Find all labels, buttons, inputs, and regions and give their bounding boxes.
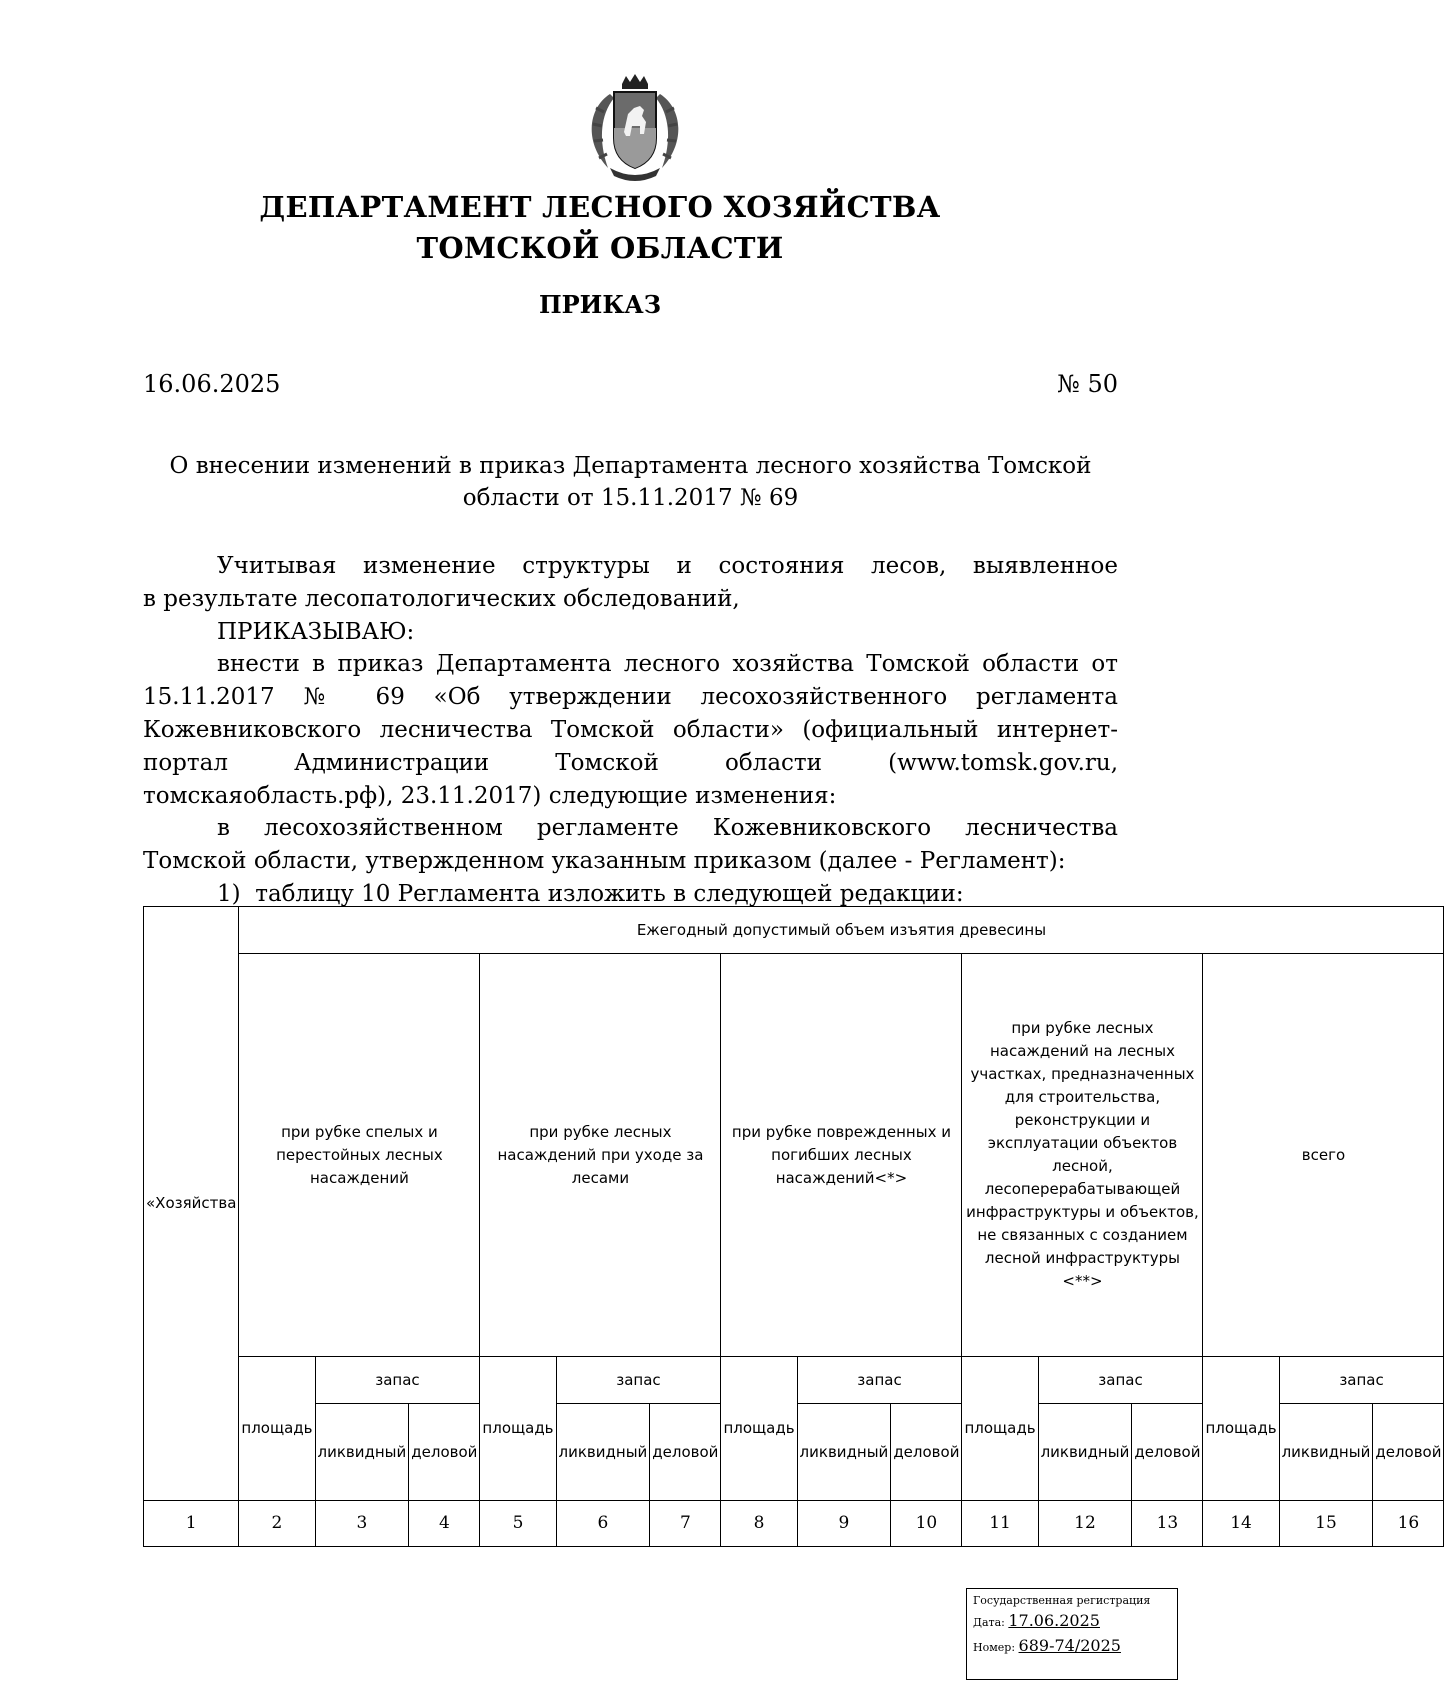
column-number: 4 (409, 1501, 480, 1547)
area-label: площадь (721, 1357, 797, 1501)
column-number: 6 (556, 1501, 650, 1547)
document-type: ПРИКАЗ (538, 290, 662, 319)
business-label: деловой (409, 1404, 480, 1501)
column-number: 5 (480, 1501, 556, 1547)
subject-line2: области от 15.11.2017 № 69 (462, 485, 799, 511)
header-farms: «Хозяйства (144, 907, 239, 1501)
group-damaged-stands: при рубке поврежденных и погибших лесных насаждений<*> (721, 954, 962, 1357)
stamp-number-value: 689-74/2025 (1018, 1636, 1121, 1655)
liquid-label: ликвидный (797, 1404, 891, 1501)
area-label: площадь (962, 1357, 1038, 1501)
header-annual-volume: Ежегодный допустимый объем изъятия древесины (239, 907, 1444, 954)
column-number: 14 (1203, 1501, 1279, 1547)
order-number: № 50 (1057, 370, 1118, 398)
group-total: всего (1203, 954, 1444, 1357)
area-label: площадь (239, 1357, 315, 1501)
registration-stamp (966, 1588, 1178, 1680)
liquid-label: ликвидный (1279, 1404, 1373, 1501)
paragraph-regulation: в лесохозяйственном регламенте Кожевниковского лесничества Томской области, утвержденном указанным приказом (далее - Регламент): (143, 815, 1118, 874)
coat-of-arms-emblem (574, 72, 696, 184)
liquid-label: ликвидный (315, 1404, 409, 1501)
column-number: 16 (1373, 1501, 1444, 1547)
group-mature-stands: при рубке спелых и перестойных лесных насаждений (239, 954, 480, 1357)
column-number: 12 (1038, 1501, 1132, 1547)
stock-label: запас (797, 1357, 962, 1404)
order-subject (143, 450, 1118, 514)
liquid-label: ликвидный (1038, 1404, 1132, 1501)
timber-volume-table (143, 906, 1444, 1547)
column-number: 15 (1279, 1501, 1373, 1547)
column-number: 13 (1132, 1501, 1203, 1547)
column-number: 11 (962, 1501, 1038, 1547)
business-label: деловой (650, 1404, 721, 1501)
stamp-number-row (973, 1634, 1171, 1659)
area-label: площадь (480, 1357, 556, 1501)
organization-name-line1: ДЕПАРТАМЕНТ ЛЕСНОГО ХОЗЯЙСТВА (259, 190, 941, 224)
paragraph-considering-line1: Учитывая изменение структуры и состояния лесов, выявленное (217, 553, 1118, 579)
stamp-title: Государственная регистрация (973, 1594, 1151, 1607)
group-construction-sites: при рубке лесных насаждений на лесных участках, предназначенных для строительства, реконструкции и эксплуатации объектов лесной, лесоперерабатывающей инфраструктуры и объектов, не связанных с созданием лесной инфраструктуры <**> (962, 954, 1203, 1357)
stamp-date-row (973, 1609, 1171, 1634)
column-number: 10 (891, 1501, 962, 1547)
stock-label: запас (1279, 1357, 1444, 1404)
area-label: площадь (1203, 1357, 1279, 1501)
stock-label: запас (556, 1357, 721, 1404)
paragraph-amend-order: внести в приказ Департамента лесного хозяйства Томской области от 15.11.2017 № 69 «Об утверждении лесохозяйственного регламента Кожевниковского лесничества Томской области» (официальный интернет-портал Администрации Томской области (www.tomsk.gov.ru, томскаяобласть.рф), 23.11.2017) следующие изменения: (143, 651, 1118, 809)
stamp-number-label: Номер: (973, 1641, 1016, 1654)
subject-line1: О внесении изменений в приказ Департамента лесного хозяйства Томской (169, 453, 1092, 479)
column-number: 7 (650, 1501, 721, 1547)
business-label: деловой (1373, 1404, 1444, 1501)
column-number-row (144, 1501, 1444, 1547)
liquid-label: ликвидный (556, 1404, 650, 1501)
order-date: 16.06.2025 (143, 370, 281, 398)
stock-label: запас (1038, 1357, 1203, 1404)
column-number: 3 (315, 1501, 409, 1547)
column-number: 9 (797, 1501, 891, 1547)
paragraph-considering-line2: в результате лесопатологических обследований, (143, 586, 740, 612)
business-label: деловой (891, 1404, 962, 1501)
paragraph-table-intro: 1) таблицу 10 Регламента изложить в следующей редакции: (217, 881, 964, 907)
paragraph-order-word: ПРИКАЗЫВАЮ: (217, 619, 415, 645)
column-number: 2 (239, 1501, 315, 1547)
business-label: деловой (1132, 1404, 1203, 1501)
stamp-date-label: Дата: (973, 1616, 1005, 1629)
stamp-date-value: 17.06.2025 (1008, 1611, 1100, 1630)
column-number: 1 (144, 1501, 239, 1547)
column-number: 8 (721, 1501, 797, 1547)
organization-name-line2: ТОМСКОЙ ОБЛАСТИ (416, 231, 784, 265)
group-forest-care: при рубке лесных насаждений при уходе за лесами (480, 954, 721, 1357)
stock-label: запас (315, 1357, 480, 1404)
